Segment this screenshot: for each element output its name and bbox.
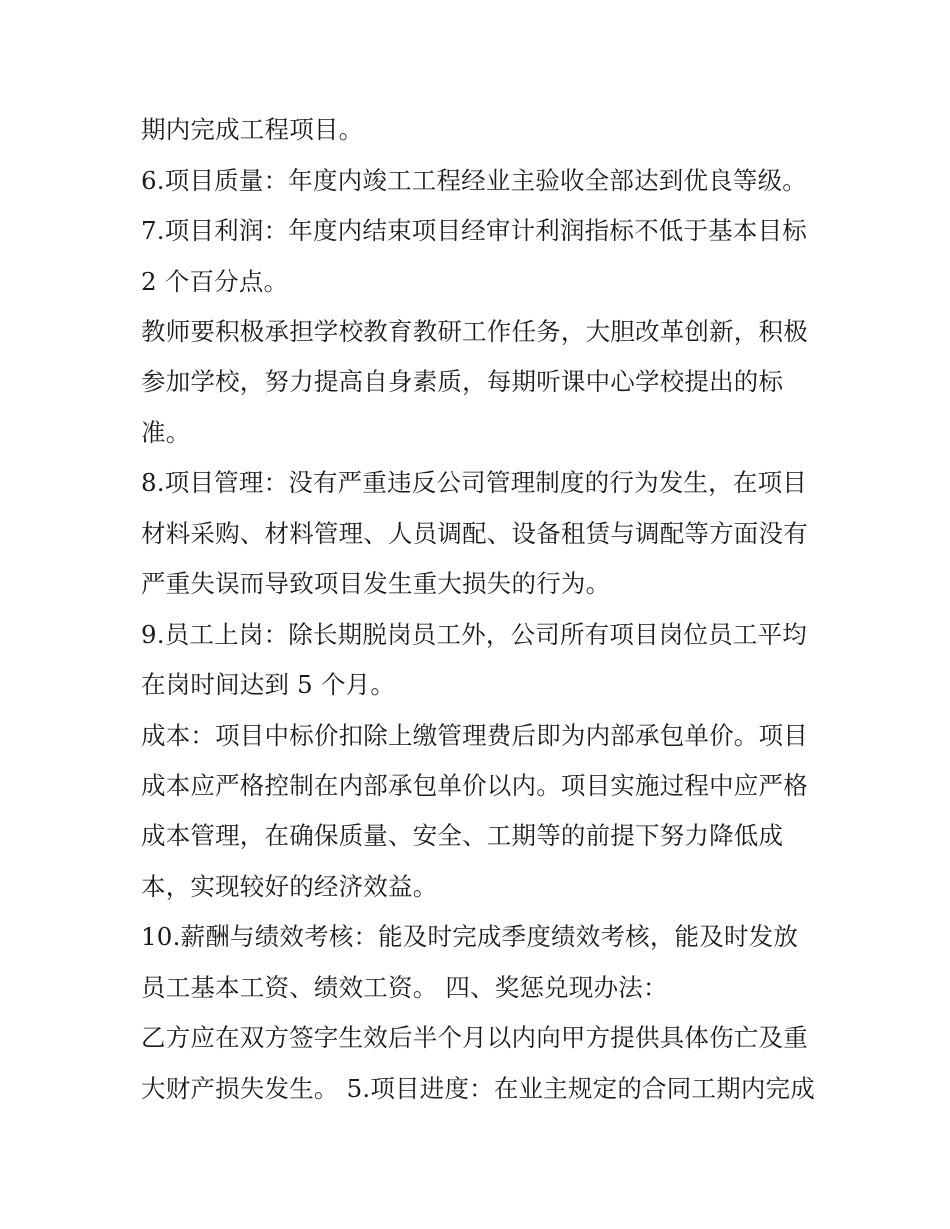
text-line: 8.项目管理：没有严重违反公司管理制度的行为发生，在项目 (141, 468, 807, 497)
text-line: 期内完成工程项目。 (141, 115, 364, 144)
text-line: 参加学校，努力提高自身素质，每期听课中心学校提出的标 (141, 367, 784, 396)
text-line: 7.项目利润：年度内结束项目经审计利润指标不低于基本目标 (141, 216, 807, 245)
text-line: 大财产损失发生。 5.项目进度：在业主规定的合同工期内完成 (141, 1074, 815, 1103)
text-line: 严重失误而导致项目发生重大损失的行为。 (141, 569, 611, 598)
text-line: 材料采购、材料管理、人员调配、设备租赁与调配等方面没有 (141, 519, 808, 548)
text-line: 教师要积极承担学校教育教研工作任务，大胆改革创新，积极 (141, 317, 808, 346)
text-line: 10.薪酬与绩效考核：能及时完成季度绩效考核，能及时发放 (141, 922, 799, 951)
text-line: 6.项目质量：年度内竣工工程经业主验收全部达到优良等级。 (141, 166, 807, 195)
text-line: 成本：项目中标价扣除上缴管理费后即为内部承包单价。项目 (141, 721, 808, 750)
text-line: 准。 (141, 418, 191, 447)
text-line: 成本应严格控制在内部承包单价以内。项目实施过程中应严格 (141, 771, 808, 800)
text-line: 员工基本工资、绩效工资。 四、奖惩兑现办法： (141, 973, 668, 1002)
text-line: 本，实现较好的经济效益。 (141, 872, 438, 901)
text-line: 2 个百分点。 (141, 267, 289, 296)
text-line: 乙方应在双方签字生效后半个月以内向甲方提供具体伤亡及重 (141, 1023, 808, 1052)
text-line: 9.员工上岗：除长期脱岗员工外，公司所有项目岗位员工平均 (141, 620, 807, 649)
text-line: 在岗时间达到 5 个月。 (141, 670, 396, 699)
text-line: 成本管理，在确保质量、安全、工期等的前提下努力降低成 (141, 821, 784, 850)
